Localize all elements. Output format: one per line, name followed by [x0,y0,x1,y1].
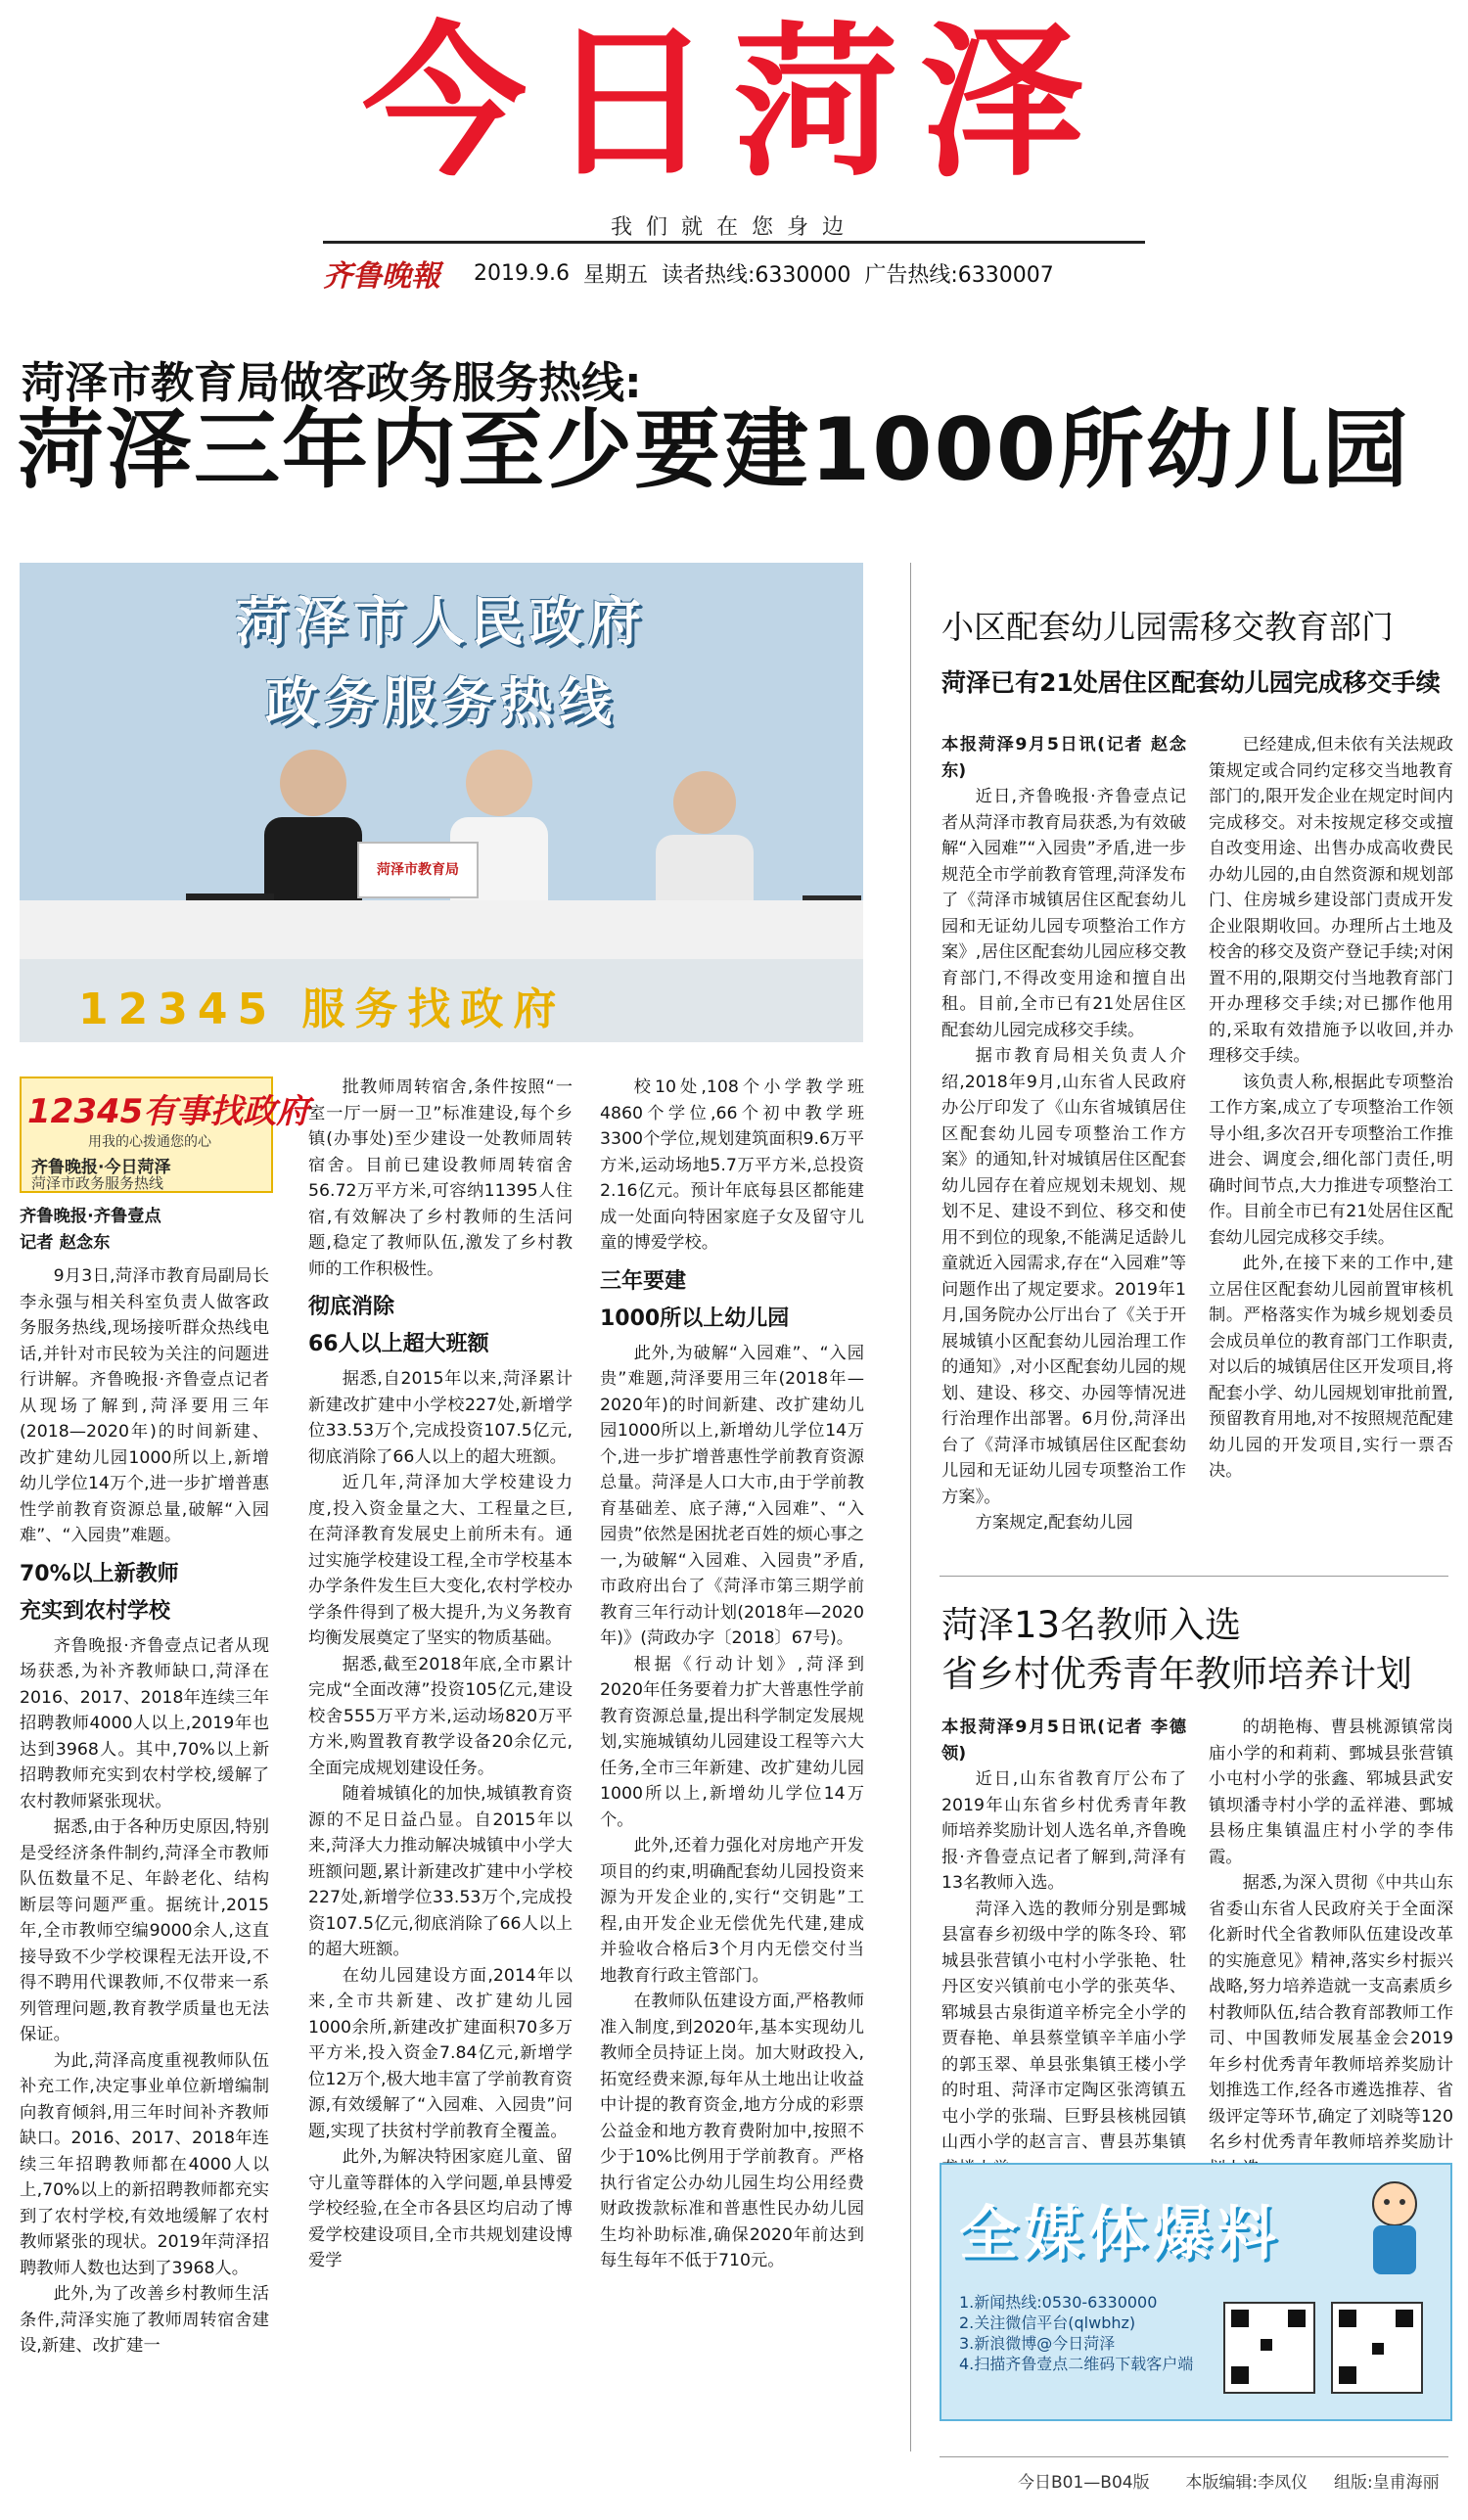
article1-column1 [20,1204,269,2360]
footer-typesetter: 组版:皇甫海丽 [1333,2473,1440,2493]
paragraph: 齐鲁晚报·齐鲁壹点记者从现场获悉,为补齐教师缺口,菏泽在2016、2017、2018年连续三年招聘教师4000人以上,2019年也达到3968人。其中,70%以上新招聘教师充实到农村学校,缓解了农村教师紧张现状。 [20,1635,269,1811]
subhead-class-size-2: 66人以上超大班额 [308,1332,489,1356]
issue-date: 2019.9.6 [474,260,570,286]
reporter-mascot-icon [1355,2175,1434,2282]
promo-item: 1.新闻热线:0530-6330000 [959,2293,1158,2312]
article1-col3-body [600,1075,864,1257]
article3-col2-body [1209,1715,1453,2181]
article2-col2-body [1209,732,1453,1485]
hotline-badge-title: 12345有事找政府 [27,1092,310,1131]
article2-byline: 本报菏泽9月5日讯(记者 赵念东) [941,735,1186,781]
desk-sign: 菏泽市教育局 [357,842,479,898]
paragraph: 在教师队伍建设方面,严格教师准入制度,到2020年,基本实现幼儿教师全员持证上岗。加大财政投入,拓宽经费来源,每年从土地出让收益中计提的教育资金,地方分成的彩票公益金和地方教育费附加中,按照不少于10%比例用于学前教育。严格执行省定公办幼儿园生均公用经费财政拨款标准和普惠性民办幼儿园生均补助标准,确保2020年前达到每生每年不低于710元。 [600,1992,864,2270]
paragraph: 此外,为解决特困家庭儿童、留守儿童等群体的入学问题,单县博爱学校经验,在全市各县区均启动了博爱学校建设项目,全市共规划建设博爱学 [308,2147,573,2270]
promo-title: 全媒体爆料 [959,2200,1282,2268]
paragraph: 此外,为了改善乡村教师生活条件,菏泽实施了教师周转宿舍建设,新建、改扩建一 [20,2284,269,2356]
article2-column2 [1209,732,1453,1485]
article1-column3 [600,1075,864,2274]
paragraph: 已经建成,但未依有关法规政策规定或合同约定移交当地教育部门的,限开发企业在规定时间内完成移交。对未按规定移交或擅自改变用途、出售办成高收费民办幼儿园的,由自然资源和规划部门、住房城乡建设部门责成开发企业限期收回。办理所占土地及校舍的移交及资产登记手续;对闲置不用的,限期交付当地教育部门开办理移交手续;对已挪作他用的,采取有效措施予以收回,并办理移交手续。 [1209,735,1453,1066]
promo-item: 3.新浪微博@今日菏泽 [959,2334,1116,2353]
subhead-kindergartens-1: 三年要建 [600,1268,687,1294]
issue-weekday: 星期五 [582,262,648,288]
newspaper-brand: 齐鲁晚報 [323,259,440,294]
article2-col1-body [941,784,1186,1536]
paragraph: 根据《行动计划》,菏泽到2020年任务要着力扩大普惠性学前教育资源总量,提出科学制定发展规划,实施城镇幼儿园建设工程等六大任务,全市三年新建、改扩建幼儿园1000所以上,新增幼儿学位14万个。 [600,1654,864,1830]
paragraph: 据市教育局相关负责人介绍,2018年9月,山东省人民政府办公厅印发了《山东省城镇居住区配套幼儿园专项整治工作方案》的通知,针对城镇居住区配套幼儿园存在着应规划未规划、规划不足、建设不到位、移交和使用不到位的现象,不能满足适龄儿童就近入园需求,存在“入园难”等问题作出了规定要求。2019年1月,国务院办公厅出台了《关于开展城镇小区配套幼儿园治理工作的通知》,对小区配套幼儿园的规划、建设、移交、办园等情况进行治理作出部署。6月份,菏泽出台了《菏泽市城镇居住区配套幼儿园和无证幼儿园专项整治工作方案》。 [941,1046,1186,1507]
article1-col1-body [20,1263,269,1549]
photo-banner-line1: 菏泽市人民政府 [236,591,647,653]
promo-item: 4.扫描齐鲁壹点二维码下载客户端 [959,2355,1194,2373]
paragraph: 据悉,截至2018年底,全市累计完成“全面改薄”投资105亿元,建设校舍555万平方米,运动场820万平方米,购置教育教学设备20余亿元,全面完成规划建设任务。 [308,1654,573,1778]
column-divider [910,563,911,2451]
article3-byline: 本报菏泽9月5日讯(记者 李德领) [941,1718,1186,1764]
article3-headline-line2: 省乡村优秀青年教师培养计划 [941,1653,1412,1695]
subhead-teachers-1: 70%以上新教师 [20,1561,179,1586]
headline-kicker: 菏泽市教育局做客政务服务热线: [22,358,642,408]
paragraph: 近日,山东省教育厅公布了2019年山东省乡村优秀青年教师培养奖励计划人选名单,齐鲁晚报·齐鲁壹点记者了解到,菏泽有13名教师入选。 [941,1769,1186,1893]
paragraph: 该负责人称,根据此专项整治工作方案,成立了专项整治工作领导小组,多次召开专项整治工作推进会、调度会,细化部门责任,明确时间节点,大力推进专项整治工作。目前全市已有21处居住区配套幼儿园完成移交手续。 [1209,1072,1453,1248]
subhead-class-size-1: 彻底消除 [308,1295,395,1319]
paragraph: 的胡艳梅、曹县桃源镇常岗庙小学的和莉莉、鄄城县张营镇小屯村小学的张鑫、郓城县武安镇坝潘寺村小学的孟祥港、鄄城县杨庄集镇温庄村小学的李伟霞。 [1209,1718,1453,1867]
paragraph: 在幼儿园建设方面,2014年以来,全市共新建、改扩建幼儿园1000余所,新建改扩建面积70多万平方米,投入资金7.84亿元,新增学位12万个,极大地丰富了学前教育资源,有效缓解了“入园难、入园贵”问题,实现了扶贫村学前教育全覆盖。 [308,1965,573,2141]
paragraph: 批教师周转宿舍,条件按照“一室一厅一厨一卫”标准建设,每个乡镇(办事处)至少建设一处教师周转宿舍。目前已建设教师周转宿舍56.72万平方米,可容纳11395人住宿,有效解决了乡村教师的生活问题,稳定了教师队伍,激发了乡村教师的工作积极性。 [308,1077,573,1279]
article2-column1 [941,732,1186,1536]
footer-editor: 本版编辑:李凤仪 [1185,2473,1308,2493]
hotline-badge-tagline: 用我的心拨通您的心 [88,1134,211,1150]
masthead-infobar [323,256,1145,294]
article1-col2-body [308,1075,573,1282]
desk [20,900,863,959]
footer-rule [940,2456,1448,2457]
paragraph: 方案规定,配套幼儿园 [975,1513,1133,1533]
masthead-title: 今日菏泽 [362,7,1106,199]
footer-credits [1018,2468,1440,2493]
paragraph: 随着城镇化的加快,城镇教育资源的不足日益凸显。自2015年以来,菏泽大力推动解决城镇中小学大班额问题,累计新建改扩建中小学校227处,新增学位33.53万个,完成投资107.5亿元,彻底消除了66人以上的超大班额。 [308,1784,573,1959]
paragraph: 据悉,自2015年以来,菏泽累计新建改扩建中小学校227处,新增学位33.53万个,完成投资107.5亿元,彻底消除了66人以上的超大班额。 [308,1369,573,1467]
paragraph: 此外,在接下来的工作中,建立居住区配套幼儿园前置审核机制。严格落实作为城乡规划委员会成员单位的教育部门工作职责,对以后的城镇居住区开发项目,将配套小学、幼儿园规划审批前置,预留教育用地,对不按照规范配建幼儿园的开发项目,实行一票否决。 [1209,1254,1453,1481]
paragraph: 此外,还着力强化对房地产开发项目的约束,明确配套幼儿园投资来源为开发企业的,实行“交钥匙”工程,由开发企业无偿优先代建,建成并验收合格后3个月内无偿交付当地教育行政主管部门。 [600,1836,864,1986]
paragraph: 9月3日,菏泽市教育局副局长李永强与相关科室负责人做客政务服务热线,现场接听群众热线电话,并针对市民较为关注的问题进行讲解。齐鲁晚报·齐鲁壹点记者从现场了解到,菏泽要用三年(2018—2020年)的时间新建、改扩建幼儿园1000所以上,新增幼儿学位14万个,进一步扩增普惠性学前教育资源总量,破解“入园难”、“入园贵”难题。 [20,1266,269,1545]
paragraph: 菏泽入选的教师分别是鄄城县富春乡初级中学的陈冬玲、郓城县张营镇小屯村小学张艳、牡丹区安兴镇前屯小学的张英华、郓城县古泉街道辛桥完全小学的贾春艳、单县蔡堂镇辛羊庙小学的郭玉翠、单县张集镇王楼小学的时珇、菏泽市定陶区张湾镇五屯小学的张瑞、巨野县核桃园镇山西小学的赵言言、曹县苏集镇 [941,1899,1186,2152]
section-divider [940,1576,1448,1577]
article1-col2-body2 [308,1366,573,2274]
news-photo [20,563,863,1042]
subhead-teachers-2: 充实到农村学校 [20,1598,171,1624]
article2-headline: 小区配套幼儿园需移交教育部门 [941,608,1394,646]
promo-item: 2.关注微信平台(qlwbhz) [959,2314,1136,2332]
article1-column2 [308,1075,573,2274]
article1-col1-body2 [20,1633,269,2360]
article3-column2 [1209,1715,1453,2181]
article1-col3-body2 [600,1341,864,2274]
paragraph: 近日,齐鲁晚报·齐鲁壹点记者从菏泽市教育局获悉,为有效破解“入园难”“入园贵”矛盾,进一步规范全市学前教育管理,菏泽发布了《菏泽市城镇居住区配套幼儿园和无证幼儿园专项整治工作方案》,居住区配套幼儿园应移交教育部门,不得改变用途和擅自出租。目前,全市已有21处居住区配套幼儿园完成移交手续。 [941,787,1186,1040]
paragraph: 近几年,菏泽加大学校建设力度,投入资金量之大、工程量之巨,在菏泽教育发展史上前所未有。通过实施学校建设工程,全市学校基本办学条件发生巨大变化,农村学校办学条件得到了极大提升,为义务教育均衡发展奠定了坚实的物质基础。 [308,1473,573,1648]
footer-pages: 今日B01—B04版 [1018,2473,1150,2493]
article3-col1-body [941,1766,1186,2181]
article2-subheadline: 菏泽已有21处居住区配套幼儿园完成移交手续 [941,668,1441,697]
wechat-qr-code[interactable] [1223,2302,1315,2394]
paragraph: 据悉,为深入贯彻《中共山东省委山东省人民政府关于全面深化新时代全省教师队伍建设改革的实施意见》精神,落实乡村振兴战略,努力培养造就一支高素质乡村教师队伍,结合教育部教师工作司、中国教师发展基金会2019年乡村优秀青年教师培养奖励计划推选工作,经各市遴选推荐、省级评定等环节,确定了刘晓等120名乡村优秀青年教师培养奖励计 [1209,1873,1453,2152]
masthead-slogan: 我们就在您身边 [610,215,857,240]
paragraph: 为此,菏泽高度重视教师队伍补充工作,决定事业单位新增编制向教育倾斜,用三年时间补齐教师缺口。2016、2017、2018年连续三年招聘教师都在4000人以上,70%以上的新招聘教师都充实到了农村学校,有效地缓解了农村教师紧张的现状。2019年菏泽招聘教师人数也达到了3968人。 [20,2050,269,2278]
hotline-badge-brand: 齐鲁晚报·今日菏泽 [31,1158,171,1177]
article3-column1 [941,1715,1186,2181]
reader-hotline: 读者热线:6330000 [661,262,851,288]
masthead-rule [323,241,1145,244]
promo-contact-list [959,2292,1193,2374]
hotline-badge-service: 菏泽市政务服务热线 [31,1174,164,1192]
main-headline: 菏泽三年内至少要建1000所幼儿园 [18,399,1410,500]
byline-reporter: 记者 赵念东 [20,1232,111,1253]
subhead-kindergartens-2: 1000所以上幼儿园 [600,1306,790,1331]
ad-hotline: 广告热线:6330007 [864,262,1054,288]
paragraph: 校10处,108个小学教学班4860个学位,66个初中教学班3300个学位,规划建筑面积9.6万平方米,运动场地5.7万平方米,总投资2.16亿元。预计年底每县区都能建成一处面向特困家庭子女及留守儿童的博爱学校。 [600,1077,864,1253]
article3-headline-line1: 菏泽13名教师入选 [941,1604,1242,1646]
photo-banner-line2: 政务服务热线 [265,671,618,733]
byline-outlet: 齐鲁晚报·齐鲁壹点 [20,1207,161,1226]
app-qr-code[interactable] [1331,2302,1423,2394]
paragraph: 此外,为破解“入园难”、“入园贵”难题,菏泽要用三年(2018年—2020年)的时间新建、改扩建幼儿园1000所以上,新增幼儿学位14万个,进一步扩增普惠性学前教育资源总量。菏泽是人口大市,由于学前教育基础差、底子薄,“入园难”、“入园贵”依然是困扰老百姓的烦心事之一,为破解“入园难、入园贵”矛盾,市政府出台了《菏泽市第三期学前教育三年行动计划(2018年—2020年)》(菏政办字〔2018〕67号)。 [600,1343,864,1648]
paragraph: 据悉,由于各种历史原因,特别是受经济条件制约,菏泽全市教师队伍数量不足、年龄老化、结构断层等问题严重。据统计,2015年,全市教师空编9000余人,这直接导致不少学校课程无法开设,不得不聘用代课教师,不仅带来一系列管理问题,教育教学质量也无法保证。 [20,1817,269,2044]
photo-bottom-text: 12345 服务找政府 [78,985,567,1034]
